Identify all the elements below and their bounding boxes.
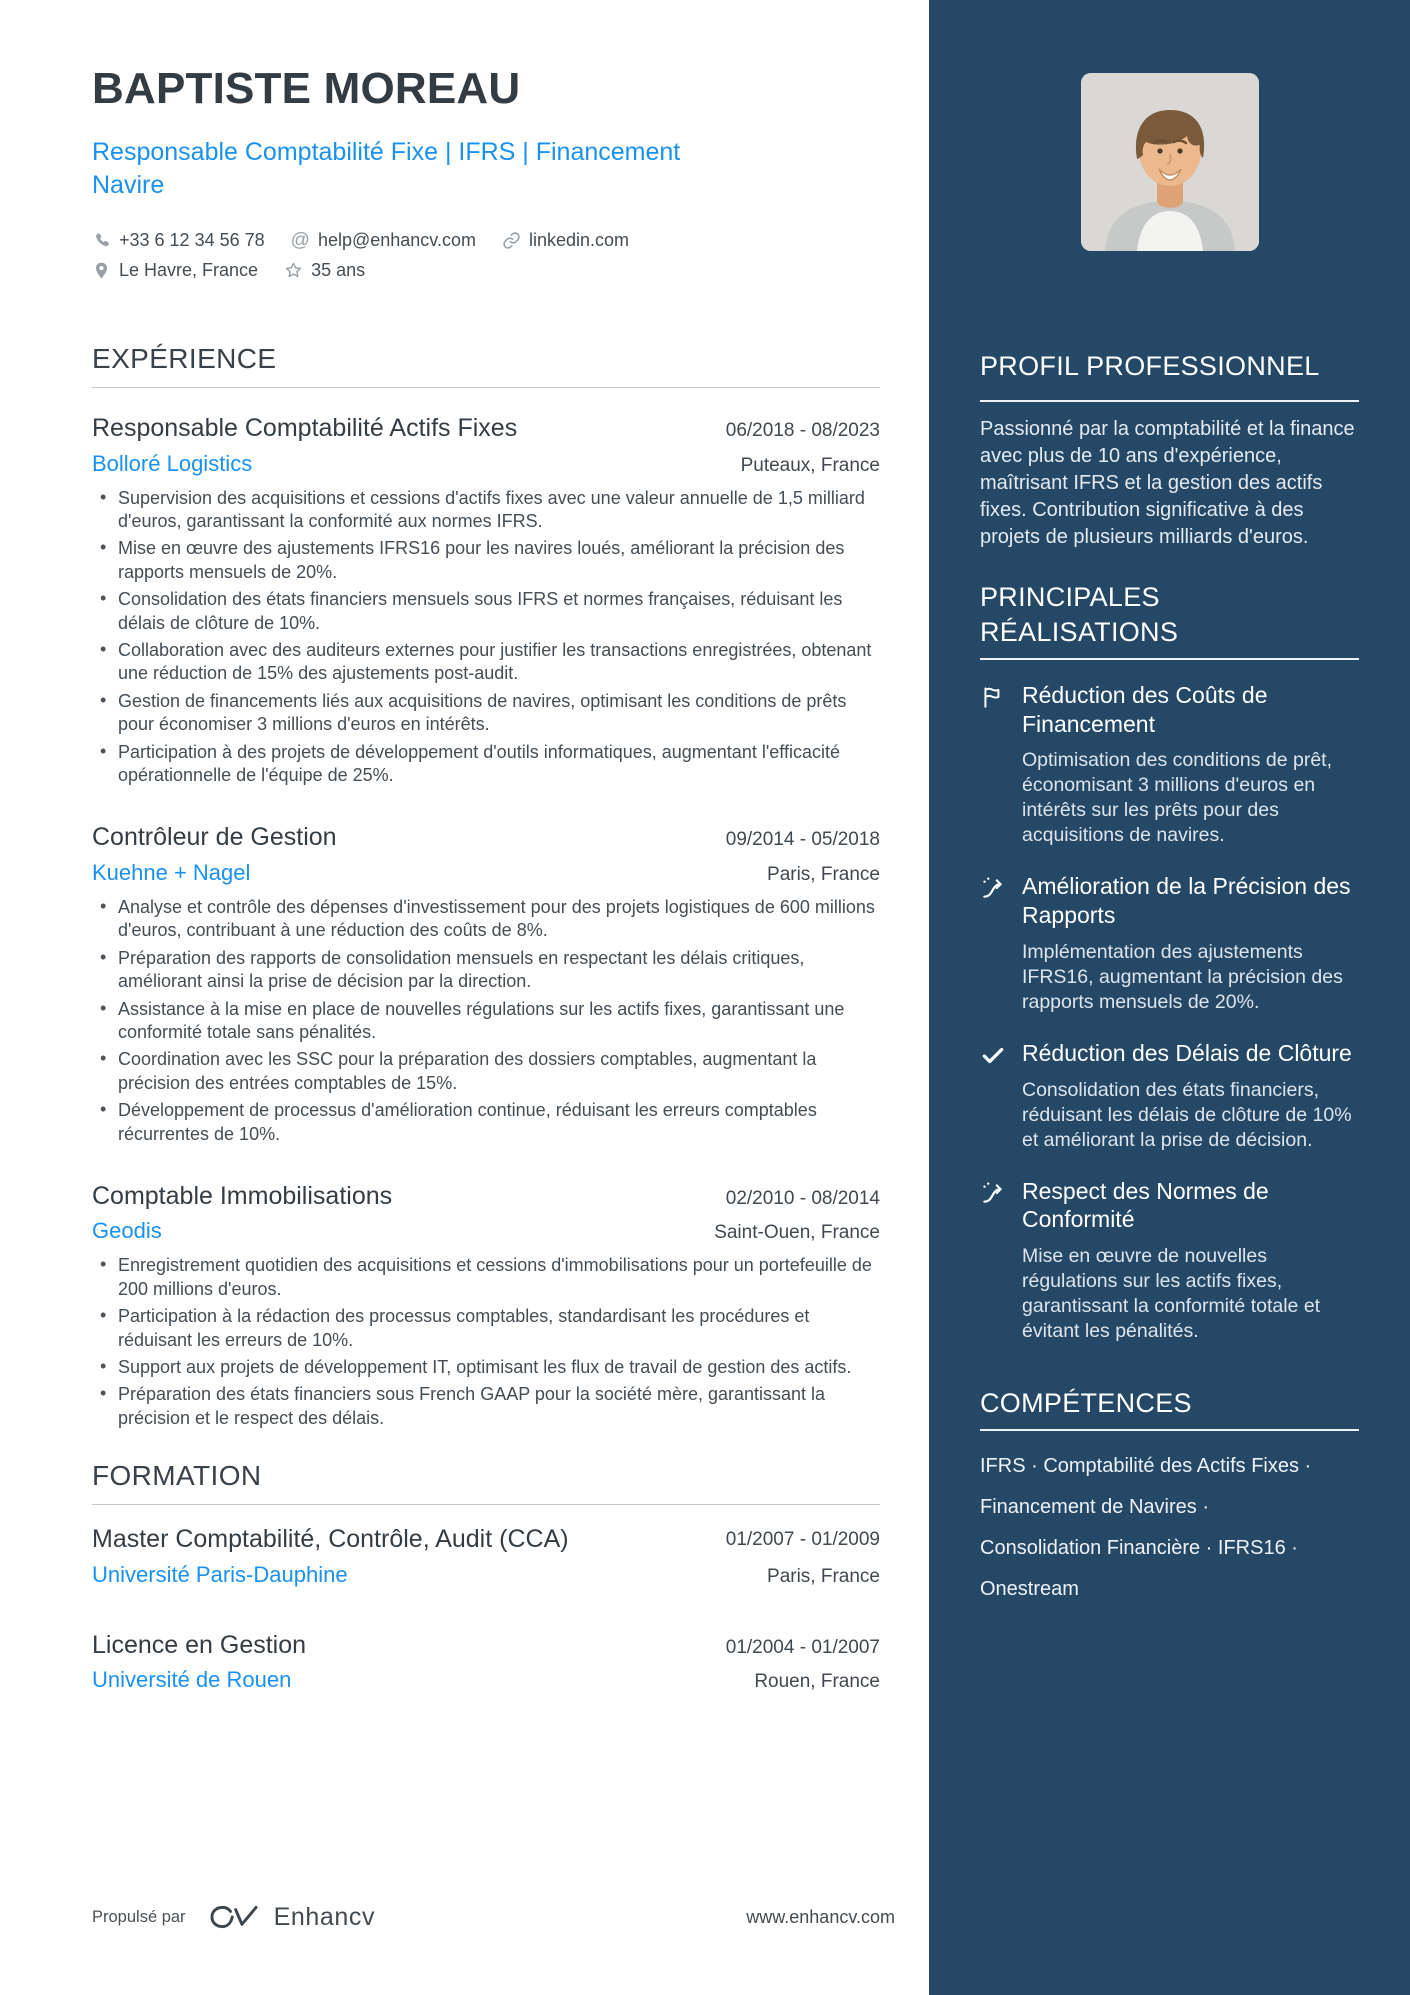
job-location: Puteaux, France bbox=[740, 454, 880, 476]
job-entry bbox=[92, 821, 880, 1146]
education-location: Rouen, France bbox=[754, 1671, 880, 1693]
flag-icon bbox=[980, 684, 1006, 710]
job-dates: 06/2018 - 08/2023 bbox=[725, 420, 880, 441]
job-bullet: • Participation à des projets de développement d'outils informatiques, augmentant l'efficacité opérationnelle de l'équipe de 25%. bbox=[92, 741, 880, 788]
company-name: Bolloré Logistics bbox=[92, 450, 253, 476]
achievement-text: Optimisation des conditions de prêt, économisant 3 millions d'euros en intérêts sur les prêts pour des acquisitions de navires. bbox=[1022, 749, 1333, 847]
job-dates: 09/2014 - 05/2018 bbox=[725, 829, 880, 851]
website-link[interactable]: www.enhancv.com bbox=[746, 1906, 895, 1927]
job-dates: 02/2010 - 08/2014 bbox=[725, 1187, 880, 1209]
achievement-title: Respect des Normes de Conformité bbox=[1022, 1177, 1269, 1233]
experience-section bbox=[92, 343, 880, 1430]
job-title: Contrôleur de Gestion bbox=[92, 823, 337, 852]
achievement-title: Amélioration de la Précision des Rapports bbox=[1022, 873, 1351, 929]
achievement-item bbox=[980, 1177, 1359, 1344]
education-dates: 01/2004 - 01/2007 bbox=[725, 1636, 880, 1658]
phone-contact bbox=[92, 230, 265, 251]
degree-title: Master Comptabilité, Contrôle, Audit (CCA) bbox=[92, 1525, 569, 1554]
phone-icon bbox=[92, 231, 111, 250]
link-icon bbox=[502, 231, 521, 250]
map-pin-icon bbox=[92, 261, 111, 280]
job-bullet: • Gestion de financements liés aux acquisitions de navires, optimisant les conditions de prêts pour économiser 3 millions d'euros en intérêts. bbox=[92, 690, 880, 737]
achievement-item bbox=[980, 1039, 1359, 1153]
education-entry bbox=[92, 1523, 880, 1589]
candidate-name: BAPTISTE MOREAU bbox=[92, 64, 521, 113]
company-name: Geodis bbox=[92, 1218, 162, 1244]
job-bullet: • Participation à la rédaction des processus comptables, standardisant les procédures et réduisant les erreurs de 10%. bbox=[92, 1305, 880, 1352]
achievements-section bbox=[980, 580, 1359, 1344]
profile-text: Passionné par la comptabilité et la finance avec plus de 10 ans d'expérience, maîtrisant IFRS et la gestion des actifs fixes. Contribution significative à des projets de plusieurs milliards d'euros. bbox=[980, 418, 1355, 548]
job-bullet: • Mise en œuvre des ajustements IFRS16 pour les navires loués, améliorant la précision des rapports mensuels de 20%. bbox=[92, 537, 880, 584]
education-dates: 01/2007 - 01/2009 bbox=[725, 1529, 880, 1551]
skill-line: IFRS · Comptabilité des Actifs Fixes · bbox=[980, 1454, 1312, 1477]
profile-section bbox=[980, 349, 1359, 551]
check-icon bbox=[980, 1042, 1006, 1068]
linkedin-link[interactable]: linkedin.com bbox=[528, 230, 630, 250]
job-bullet: • Assistance à la mise en place de nouvelles régulations sur les actifs fixes, garantissant une conformité totale sans pénalités. bbox=[92, 998, 880, 1045]
location-contact bbox=[92, 260, 258, 281]
education-location: Paris, France bbox=[767, 1565, 880, 1587]
job-location: Paris, France bbox=[767, 863, 880, 885]
profile-photo-image bbox=[1081, 73, 1259, 251]
location-text: Le Havre, France bbox=[119, 260, 259, 280]
job-bullet: • Enregistrement quotidien des acquisitions et cessions d'immobilisations pour un portefeuille de 200 millions d'euros. bbox=[92, 1254, 880, 1301]
skill-line: Consolidation Financière · IFRS16 · bbox=[980, 1536, 1298, 1559]
job-bullet: • Développement de processus d'amélioration continue, réduisant les erreurs comptables récurrentes de 10%. bbox=[92, 1099, 880, 1146]
experience-section-title: EXPÉRIENCE bbox=[92, 343, 880, 388]
skill-line: Onestream bbox=[980, 1577, 1079, 1600]
degree-title: Licence en Gestion bbox=[92, 1630, 307, 1659]
job-entry bbox=[92, 412, 880, 787]
skills-section-title: COMPÉTENCES bbox=[980, 1386, 1359, 1431]
email-link[interactable]: help@enhancv.com bbox=[317, 230, 476, 250]
achievement-item bbox=[980, 872, 1359, 1014]
job-bullets bbox=[92, 487, 880, 788]
profile-section-title: PROFIL PROFESSIONNEL bbox=[980, 349, 1359, 402]
candidate-headline: Responsable Comptabilité Fixe | IFRS | Financement Navire bbox=[92, 138, 681, 199]
job-bullet: • Support aux projets de développement IT, optimisant les flux de travail de gestion des actifs. bbox=[92, 1356, 880, 1379]
route-icon bbox=[980, 1180, 1006, 1206]
email-contact bbox=[291, 230, 476, 251]
education-section-title: FORMATION bbox=[92, 1460, 880, 1505]
profile-photo bbox=[1081, 73, 1259, 251]
job-bullets bbox=[92, 1254, 880, 1430]
at-icon: @ bbox=[290, 230, 310, 251]
job-title: Responsable Comptabilité Actifs Fixes bbox=[92, 414, 518, 442]
skill-line: Financement de Navires · bbox=[980, 1495, 1209, 1518]
job-bullet: • Préparation des états financiers sous French GAAP pour la société mère, garantissant la précision et le respect des délais. bbox=[92, 1383, 880, 1430]
school-name: Université Paris-Dauphine bbox=[92, 1561, 348, 1587]
achievement-item bbox=[980, 681, 1359, 848]
achievements-section-title: PRINCIPALES RÉALISATIONS bbox=[980, 580, 1359, 660]
job-bullets bbox=[92, 896, 880, 1146]
phone-number: +33 6 12 34 56 78 bbox=[119, 230, 265, 250]
achievement-title: Réduction des Coûts de Financement bbox=[1022, 682, 1268, 737]
age-text: 35 ans bbox=[311, 260, 366, 280]
enhancv-logo-icon[interactable] bbox=[208, 1901, 260, 1933]
job-bullet: • Coordination avec les SSC pour la préparation des dossiers comptables, augmentant la précision des entrées comptables de 15%. bbox=[92, 1048, 880, 1095]
route-icon bbox=[980, 875, 1006, 901]
job-entry bbox=[92, 1180, 880, 1430]
school-name: Université de Rouen bbox=[92, 1667, 292, 1693]
footer bbox=[92, 1901, 895, 1933]
education-section bbox=[92, 1460, 880, 1694]
linkedin-contact bbox=[502, 230, 629, 251]
achievement-text: Consolidation des états financiers, réduisant les délais de clôture de 10% et améliorant la prise de décision. bbox=[1022, 1078, 1352, 1151]
company-name: Kuehne + Nagel bbox=[92, 859, 251, 885]
star-icon bbox=[284, 261, 303, 280]
sidebar bbox=[929, 0, 1410, 1995]
job-title: Comptable Immobilisations bbox=[92, 1181, 393, 1210]
job-bullet: • Consolidation des états financiers mensuels sous IFRS et normes françaises, réduisant les délais de clôture de 10%. bbox=[92, 588, 880, 635]
job-bullet: • Analyse et contrôle des dépenses d'investissement pour des projets logistiques de 600 millions d'euros, contribuant à une réduction des coûts de 8%. bbox=[92, 896, 880, 943]
achievement-text: Mise en œuvre de nouvelles régulations sur les actifs fixes, garantissant la conformité totale et évitant les pénalités. bbox=[1022, 1244, 1321, 1342]
age-contact bbox=[284, 260, 365, 281]
powered-by-label: Propulsé par bbox=[92, 1907, 186, 1926]
brand-wordmark[interactable]: Enhancv bbox=[273, 1902, 376, 1931]
job-bullet: • Préparation des rapports de consolidation mensuels en respectant les délais critiques, améliorant ainsi la prise de décision par la direction. bbox=[92, 947, 880, 994]
job-location: Saint-Ouen, France bbox=[714, 1222, 880, 1244]
job-bullet: • Collaboration avec des auditeurs externes pour justifier les transactions enregistrées, obtenant une réduction de 15% des ajustements post-audit. bbox=[92, 639, 880, 686]
contact-info bbox=[92, 230, 880, 281]
achievement-text: Implémentation des ajustements IFRS16, augmentant la précision des rapports mensuels de 20%. bbox=[1022, 940, 1343, 1013]
achievement-title: Réduction des Délais de Clôture bbox=[1022, 1039, 1352, 1066]
skills-section bbox=[980, 1386, 1359, 1602]
job-bullet: • Supervision des acquisitions et cessions d'actifs fixes avec une valeur annuelle de 1,5 milliard d'euros, garantissant la conformité aux normes IFRS. bbox=[92, 487, 880, 534]
education-entry bbox=[92, 1629, 880, 1695]
